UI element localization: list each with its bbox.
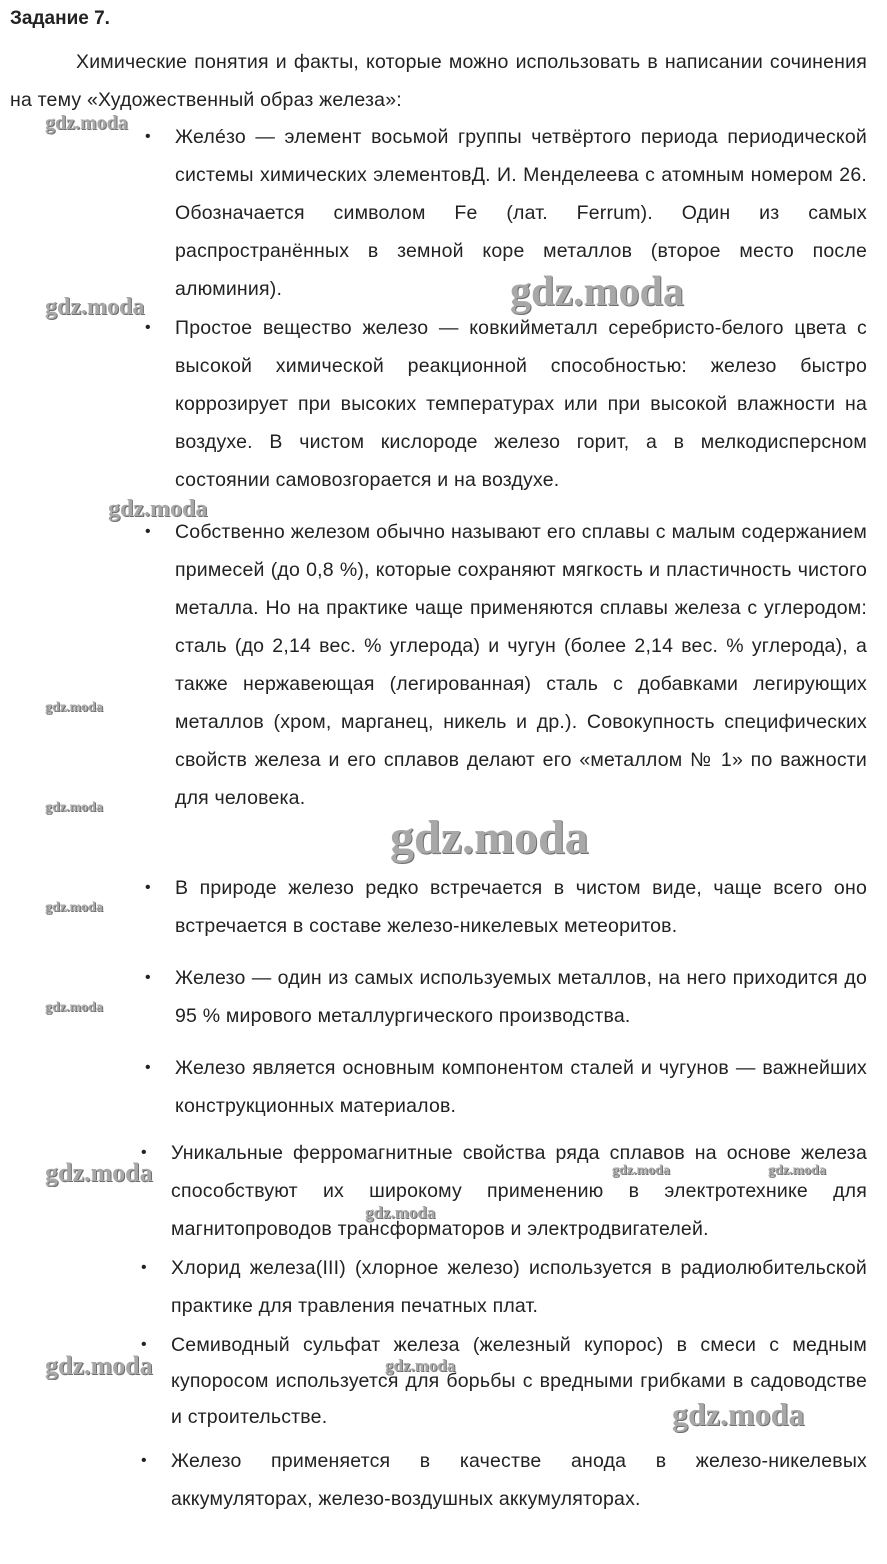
list-item [141,1249,867,1325]
watermark: gdz.moda [45,1158,153,1187]
list-item-text: Простое вещество железо — ковкийметалл серебристо-белого цвета с высокой химической реакционной способностью: железо быстро коррозирует при высоких температурах или при высокой влажности на воздухе. В чистом кислороде железо горит, а в мелкодисперсном состоянии самовозгорается и на воздухе. [175,317,867,491]
watermark: gdz.moda [45,1351,153,1380]
list-item [145,309,867,499]
bullet-icon: • [141,1452,147,1469]
list-item [141,1442,867,1518]
list-item-text: Железо является основным компонентом сталей и чугунов — важнейших конструкционных материалов. [175,1057,867,1117]
watermark: gdz.moda [45,800,103,815]
watermark: gdz.moda [385,1356,456,1375]
list-item-text: Семиводный сульфат железа (железный купорос) в смеси с медным купоросом используется для борьбы с вредными грибками в садоводстве и строительстве. [171,1334,867,1428]
list-item [141,1134,867,1248]
list-item-text: Собственно железом обычно называют его сплавы с малым содержанием примесей (до 0,8 %), которые сохраняют мягкость и пластичность чистого металла. Но на практике чаще применяются сплавы железа с углеродом: сталь (до 2,14 вес. % углерода) и чугун (более 2,14 вес. % углерода), а также нержавеющая (легированная) сталь с добавками легирующих металлов (хром, марганец, никель и др.). Совокупность специфических свойств железа и его сплавов делают его «металлом № 1» по важности для человека. [175,521,867,809]
watermark: gdz.moda [45,900,103,915]
bullet-icon: • [145,879,151,896]
list-item [145,869,867,945]
watermark: gdz.moda [45,1000,103,1015]
watermark: gdz.moda [672,1396,805,1432]
list-item-text: Железо — один из самых используемых металлов, на него приходится до 95 % мирового металлургического производства. [175,967,867,1027]
watermark: gdz.moda [510,269,684,315]
watermark: gdz.moda [768,1163,826,1178]
bullet-icon: • [141,1144,147,1161]
list-item-text: Уникальные ферромагнитные свойства ряда сплавов на основе железа способствуют их широкому применению в электротехнике для магнитопроводов трансформаторов и электродвигателей. [171,1142,867,1240]
bullet-icon: • [141,1336,147,1353]
list-item-text: В природе железо редко встречается в чистом виде, чаще всего оно встречается в составе железо-никелевых метеоритов. [175,877,867,937]
watermark: gdz.moda [108,496,208,522]
list-item [145,1049,867,1125]
bullet-icon: • [145,1059,151,1076]
watermark: gdz.moda [612,1163,670,1178]
bullet-icon: • [141,1259,147,1276]
list-item-text: Хлорид железа(III) (хлорное железо) используется в радиолюбительской практике для травления печатных плат. [171,1257,867,1317]
watermark: gdz.moda [45,112,128,134]
bullet-icon: • [145,319,151,336]
watermark: gdz.moda [365,1203,436,1222]
watermark: gdz.moda [45,294,145,320]
list-item-text: Желéзо — элемент восьмой группы четвёртого периода периодической системы химических элементовД. И. Менделеева с атомным номером 26. Обозначается символом Fe (лат. Ferrum). Один из самых распространённых в земной коре металлов (второе место после алюминия). [175,126,867,300]
list-item-text: Железо применяется в качестве анода в железо-никелевых аккумуляторах, железо-воздушных аккумуляторах. [171,1450,867,1510]
bullet-icon: • [145,523,151,540]
watermark: gdz.moda [390,811,589,864]
list-item [145,959,867,1035]
list-item [145,513,867,817]
intro-paragraph: Химические понятия и факты, которые можно использовать в написании сочинения на тему «Художественный образ железа»: [10,51,867,111]
bullet-icon: • [145,128,151,145]
watermark: gdz.moda [45,700,103,715]
bullet-icon: • [145,969,151,986]
task-title: Задание 7. [10,8,110,29]
